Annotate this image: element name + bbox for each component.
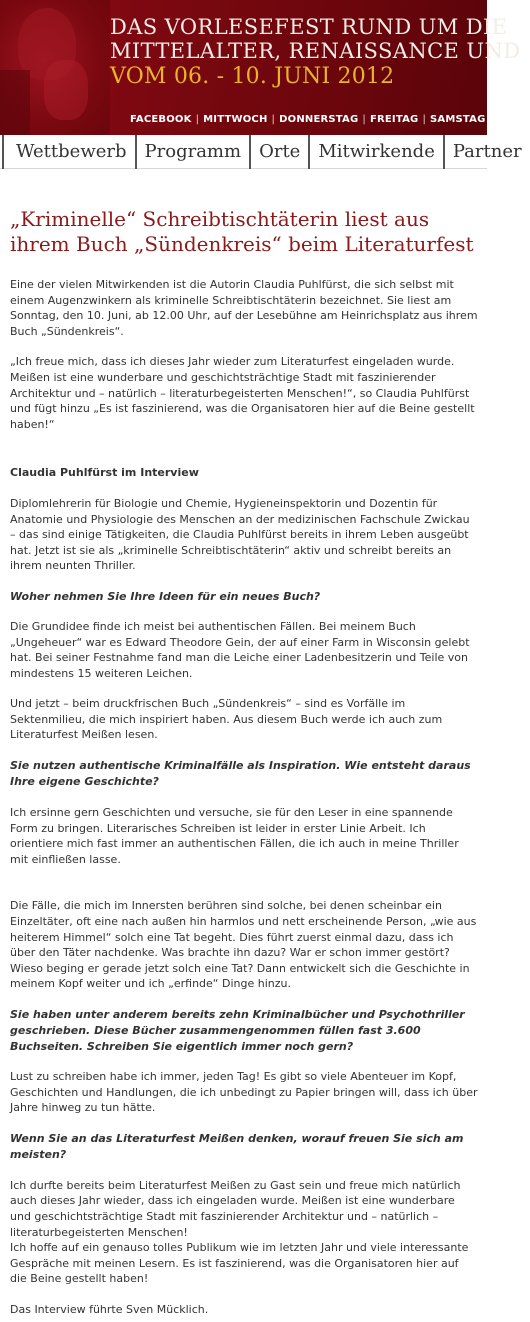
header-banner <box>0 0 521 135</box>
interview-answer: Ich durfte bereits beim Literaturfest Meißen zu Gast sein und freue mich natürlich auch dieses Jahr wieder, dass ich eingeladen wurde. Meißen ist eine wunderbare und geschichtsträchtige Stadt mit faszinierender Architektur und – natürlich – literaturbegeisterten Menschen! <box>10 1178 461 1239</box>
author-bio: Diplomlehrerin für Biologie und Chemie, Hygieneinspektorin und Dozentin für Anatomie und Physiologie des Menschen an der medizinischen Fachschule Zwickau – das sind einige Tätigkeiten, die Claudia Puhlfürst bereits in ihrem Leben ausgeübt hat. Jetzt ist sie als „kriminelle Schreibtischtäterin“ aktiv und schreibt bereits an ihrem neunten Thriller. <box>10 496 470 573</box>
article-quote: „Ich freue mich, dass ich dieses Jahr wieder zum Literaturfest eingeladen wurde. Meißen ist eine wunderbare und geschichtsträchtige Stadt mit faszinierender Architektur und – natürlich – literaturbegeisterten Menschen!“, so Claudia Puhlfürst und fügt hinzu „Es ist faszinierend, was die Organisatoren hier auf die Beine gestellt haben!“ <box>10 355 475 431</box>
interview-answer: Die Grundidee finde ich meist bei authentischen Fällen. Bei meinem Buch „Ungeheuer“ war es Edward Theodore Gein, der auf einer Farm in Wisconsin gelebt hat. Bei seiner Festnahme fand man die Leiche einer Ladenbesitzerin und Teile von mindestens 15 weiteren Leichen. <box>10 619 470 680</box>
interview-heading: Claudia Puhlfürst im Interview <box>10 466 199 480</box>
link-facebook[interactable]: FACEBOOK <box>130 114 192 125</box>
link-separator: | <box>422 114 427 125</box>
link-separator: | <box>195 114 200 125</box>
banner-links <box>130 114 486 125</box>
interview-credit: Das Interview führte Sven Mücklich. <box>10 1302 209 1316</box>
interview-question: Woher nehmen Sie Ihre Ideen für ein neues Buch? <box>10 589 321 603</box>
interview-question: Wenn Sie an das Literaturfest Meißen denken, worauf freuen Sie sich am meisten? <box>10 1131 464 1161</box>
banner-date: VOM 06. - 10. JUNI 2012 <box>110 64 395 89</box>
nav-item-mitwirkende[interactable]: Mitwirkende <box>308 135 443 169</box>
main-navigation <box>0 135 522 169</box>
banner-headline-line2: MITTELALTER, RENAISSANCE UND <box>110 39 521 63</box>
link-separator: | <box>271 114 276 125</box>
article-content <box>10 205 478 1318</box>
article-intro: Eine der vielen Mitwirkenden ist die Autorin Claudia Puhlfürst, die sich selbst mit einem Augenzwinkern als kriminelle Schreibtischtäterin bezeichnet. Sie liest am Sonntag, den 10. Juni, ab 12.00 Uhr, auf der Lesebühne am Heinrichsplatz aus ihrem Buch „Sündenkreis“. <box>10 278 478 338</box>
banner-headline-line1: DAS VORLESEFEST RUND UM DIE <box>110 15 508 39</box>
nav-item-programm[interactable]: Programm <box>135 135 250 169</box>
interview-answer: Ich ersinne gern Geschichten und versuche, sie für den Leser in eine spannende Form zu bringen. Literarisches Schreiben ist leider in erster Linie Arbeit. Ich orientiere mich fast immer an authentischen Fällen, die ich auch in meine Thriller mit einfließen lasse. <box>10 806 459 866</box>
article-title: „Kriminelle“ Schreibtischtäterin liest aus ihrem Buch „Sündenkreis“ beim Literaturfest <box>10 207 474 256</box>
interview-question: Sie haben unter anderem bereits zehn Kriminalbücher und Psychothriller geschrieben. Diese Bücher zusammengenommen füllen fast 3.600 Buchseiten. Schreiben Sie eigentlich immer noch gern? <box>10 1008 465 1053</box>
interview-answer: Und jetzt – beim druckfrischen Buch „Sündenkreis“ – sind es Vorfälle im Sektenmilieu, die mich inspiriert haben. Aus diesem Buch werde ich auch zum Literaturfest Meißen lesen. <box>10 697 443 742</box>
banner-illustration <box>0 0 110 135</box>
link-samstag[interactable]: SAMSTAG <box>430 114 486 125</box>
nav-item-orte[interactable]: Orte <box>249 135 308 169</box>
nav-item-partner[interactable]: Partner <box>443 135 530 169</box>
link-mittwoch[interactable]: MITTWOCH <box>203 114 268 125</box>
interview-answer: Ich hoffe auf ein genauso tolles Publikum wie im letzten Jahr und viele interessante Gespräche mit meinen Lesern. Es ist faszinierend, was die Organisatoren hier auf die Beine gestellt haben! <box>10 1241 469 1286</box>
nav-item-wettbewerb[interactable]: Wettbewerb <box>2 135 135 169</box>
interview-question: Sie nutzen authentische Kriminalfälle als Inspiration. Wie entsteht daraus Ihre eigene Geschichte? <box>10 759 471 789</box>
interview-answer: Die Fälle, die mich im Innersten berühren sind solche, bei denen scheinbar ein Einzeltäter, oft eine nach außen hin harmlos und nett erscheinende Person, „wie aus heiterem Himmel“ solch eine Tat begeht. Dies führt zuerst einmal dazu, dass ich über den Täter nachdenke. Was brachte ihn dazu? War er schon immer gestört? Wieso beging er gerade jetzt solch eine Tat? Dann entwickelt sich die Geschichte in meinem Kopf weiter und ich „erfinde“ Dinge hinzu. <box>10 899 477 991</box>
link-donnerstag[interactable]: DONNERSTAG <box>279 114 359 125</box>
link-separator: | <box>362 114 366 125</box>
link-freitag[interactable]: FREITAG <box>369 114 419 125</box>
interview-answer: Lust zu schreiben habe ich immer, jeden Tag! Es gibt so viele Abenteuer im Kopf, Geschichten und Handlungen, die ich unbedingt zu Papier bringen will, dass ich über Jahre hinweg zu tun hätte. <box>10 1070 478 1115</box>
